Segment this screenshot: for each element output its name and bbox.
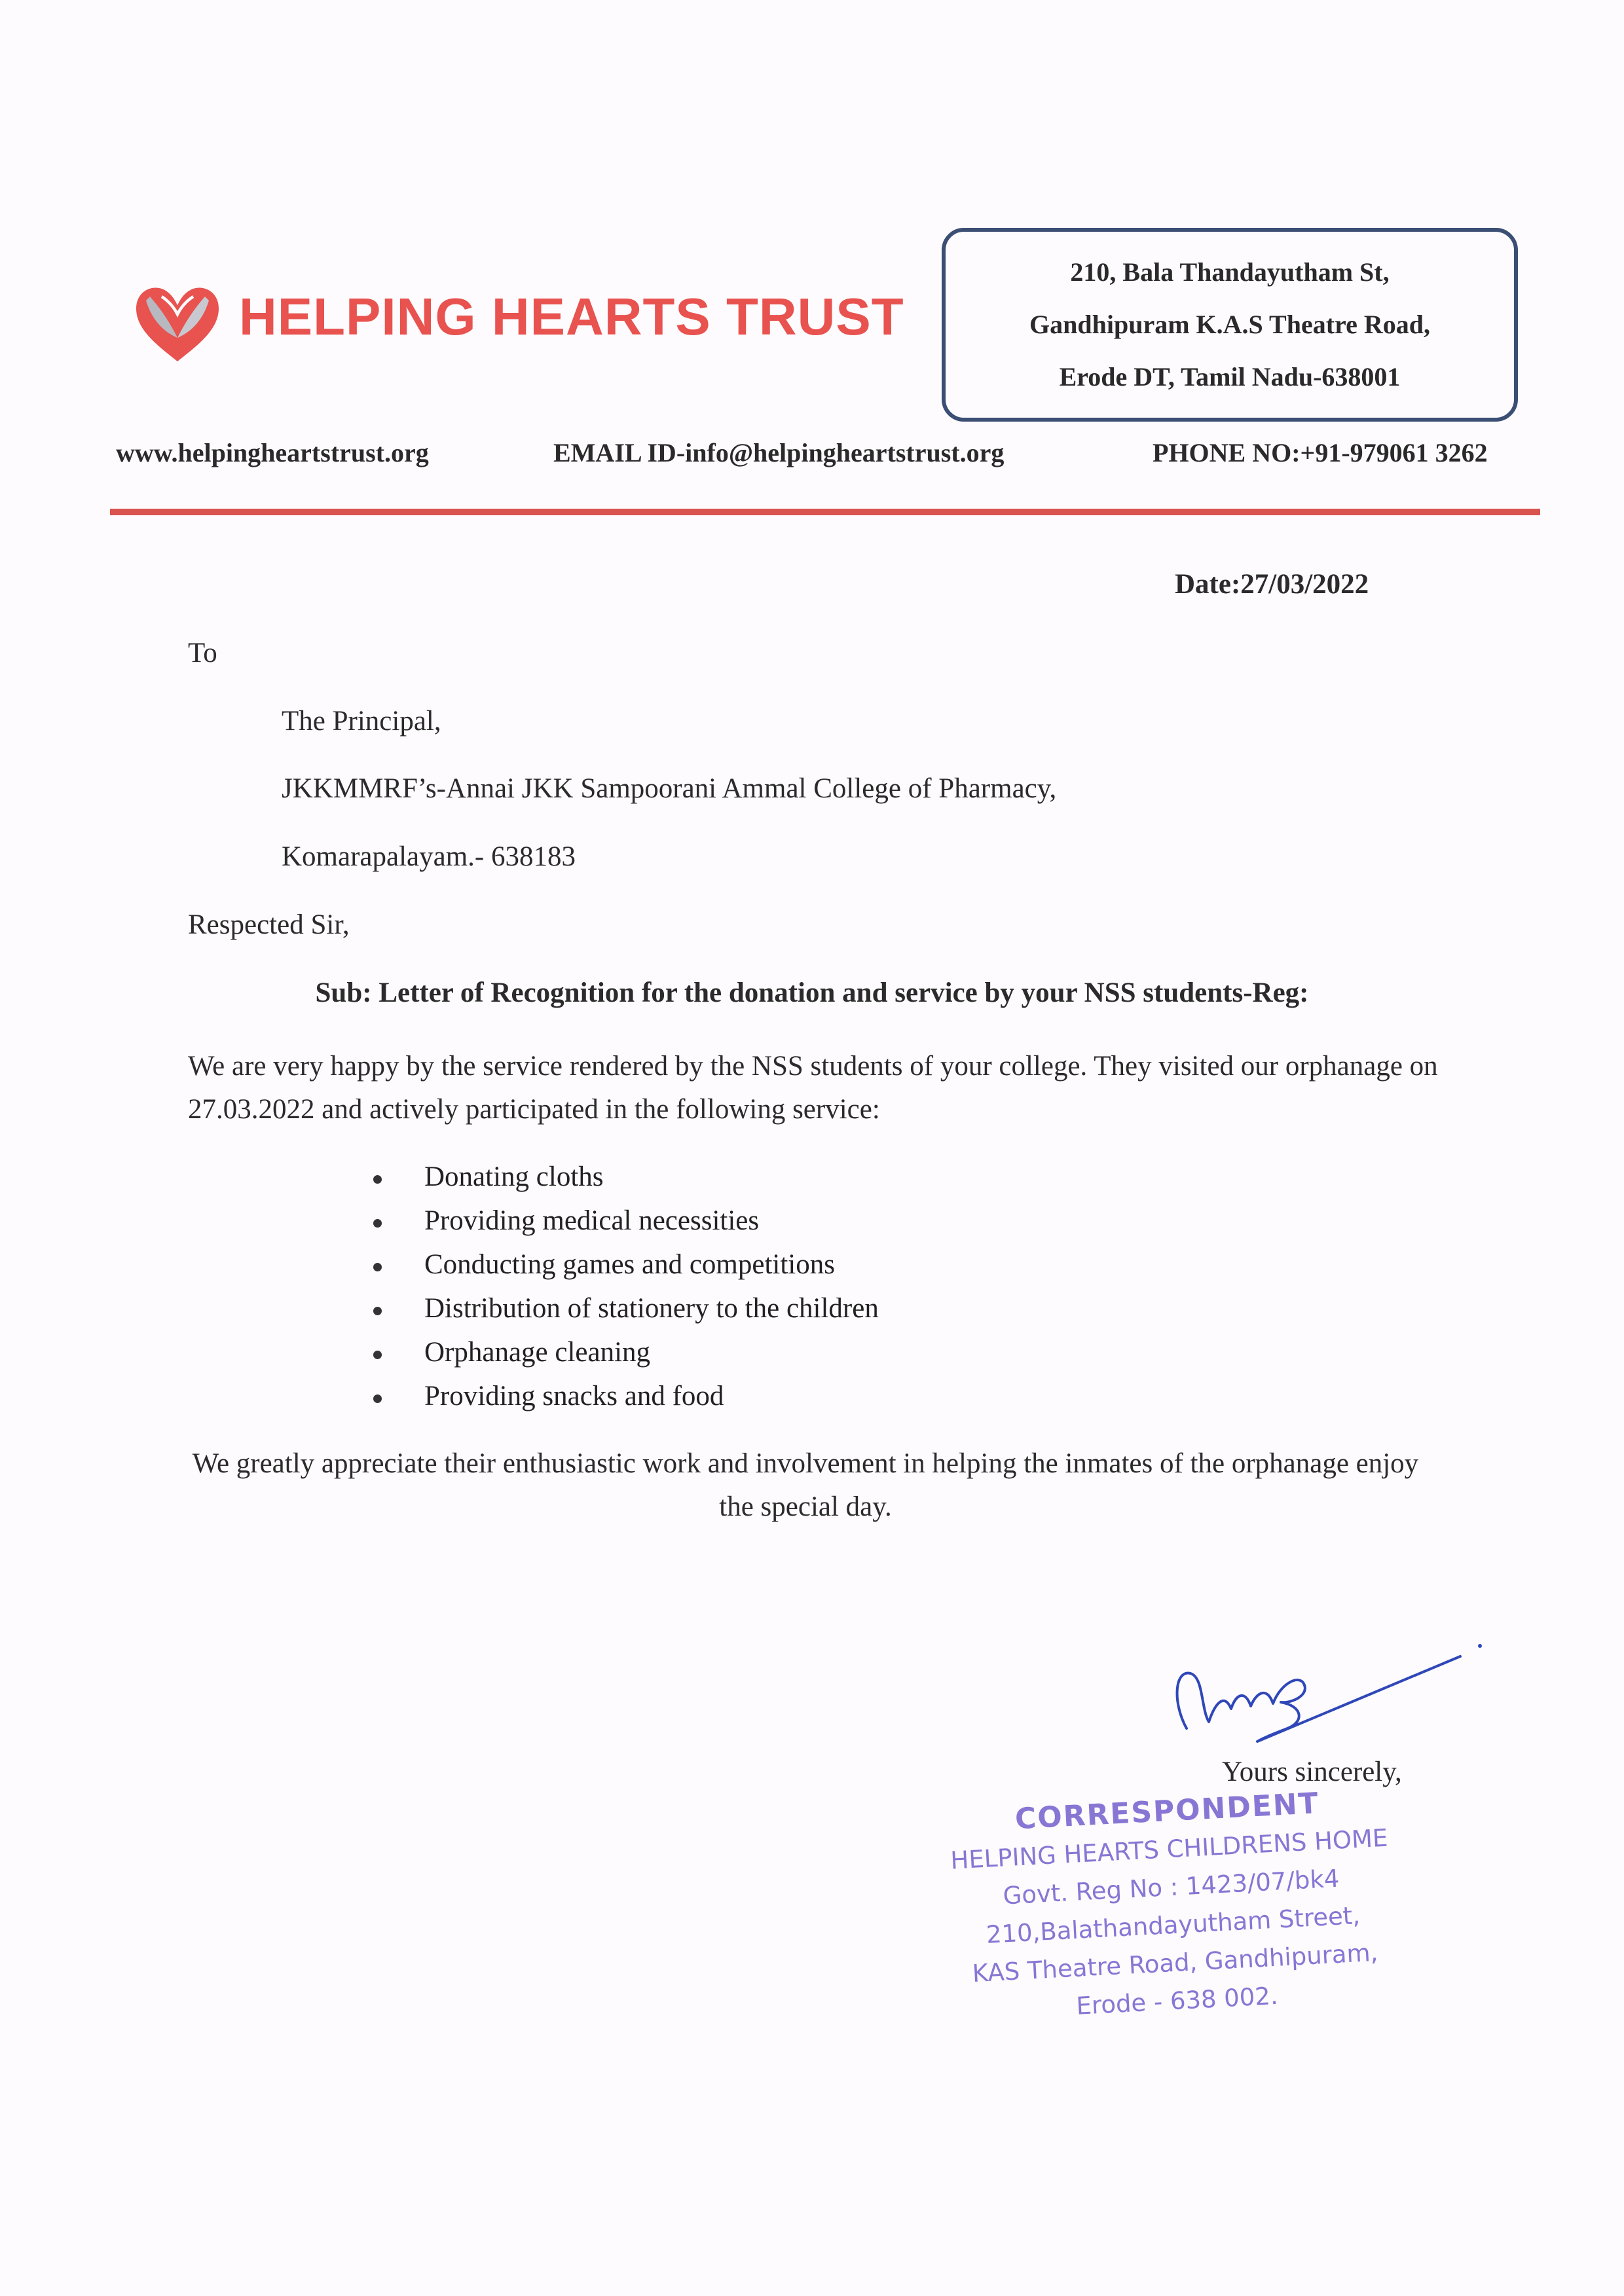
recipient-line: Komarapalayam.- 638183 [282,841,576,872]
stamp-line: 210,Balathandayutham Street, [985,1901,1361,1949]
list-item: Donating cloths [367,1155,879,1199]
closing-paragraph: We greatly appreciate their enthusiastic work and involvement in helping the inmates of the orphanage enjoy the special day. [192,1448,1419,1522]
signature-icon [1153,1630,1493,1761]
list-item: Orphanage cleaning [367,1330,879,1374]
phone-text: PHONE NO:+91-979061 3262 [1153,438,1488,467]
closing-text: Yours sincerely, [1222,1757,1402,1787]
address-line: Erode DT, Tamil Nadu-638001 [1059,362,1401,392]
to-label: To [188,638,217,668]
salutation: Respected Sir, [188,909,350,940]
stamp-line: Govt. Reg No : 1423/07/bk4 [1002,1864,1340,1910]
heart-hands-logo-icon [128,275,227,373]
list-item: Distribution of stationery to the children [367,1286,879,1330]
website-text: www.helpingheartstrust.org [116,438,429,467]
stamp-line: CORRESPONDENT [1014,1787,1320,1836]
official-stamp [917,1779,1426,2033]
header-divider [110,509,1540,515]
list-item: Conducting games and competitions [367,1243,879,1286]
services-list [367,1155,879,1418]
subject-line: Sub: Letter of Recognition for the donation and service by your NSS students-Reg: [315,977,1309,1008]
address-box [942,228,1518,422]
email-text: EMAIL ID-info@helpingheartstrust.org [553,438,1005,467]
list-item: Providing snacks and food [367,1374,879,1418]
stamp-line: Erode - 638 002. [1075,1981,1279,2020]
organization-name: HELPING HEARTS TRUST [239,287,904,346]
list-item: Providing medical necessities [367,1199,879,1243]
address-line: Gandhipuram K.A.S Theatre Road, [1029,310,1430,339]
recipient-line: JKKMMRF’s-Annai JKK Sampoorani Ammal College of Pharmacy, [282,773,1057,804]
letter-date: Date:27/03/2022 [1175,569,1369,600]
stamp-line: HELPING HEARTS CHILDRENS HOME [950,1823,1389,1875]
address-line: 210, Bala Thandayutham St, [1070,257,1390,287]
stamp-line: KAS Theatre Road, Gandhipuram, [971,1938,1379,1988]
recipient-line: The Principal, [282,706,441,737]
body-paragraph: We are very happy by the service rendered by the NSS students of your college. They visited our orphanage on 27.03.2022 and actively participated in the following service: [188,1051,1438,1125]
